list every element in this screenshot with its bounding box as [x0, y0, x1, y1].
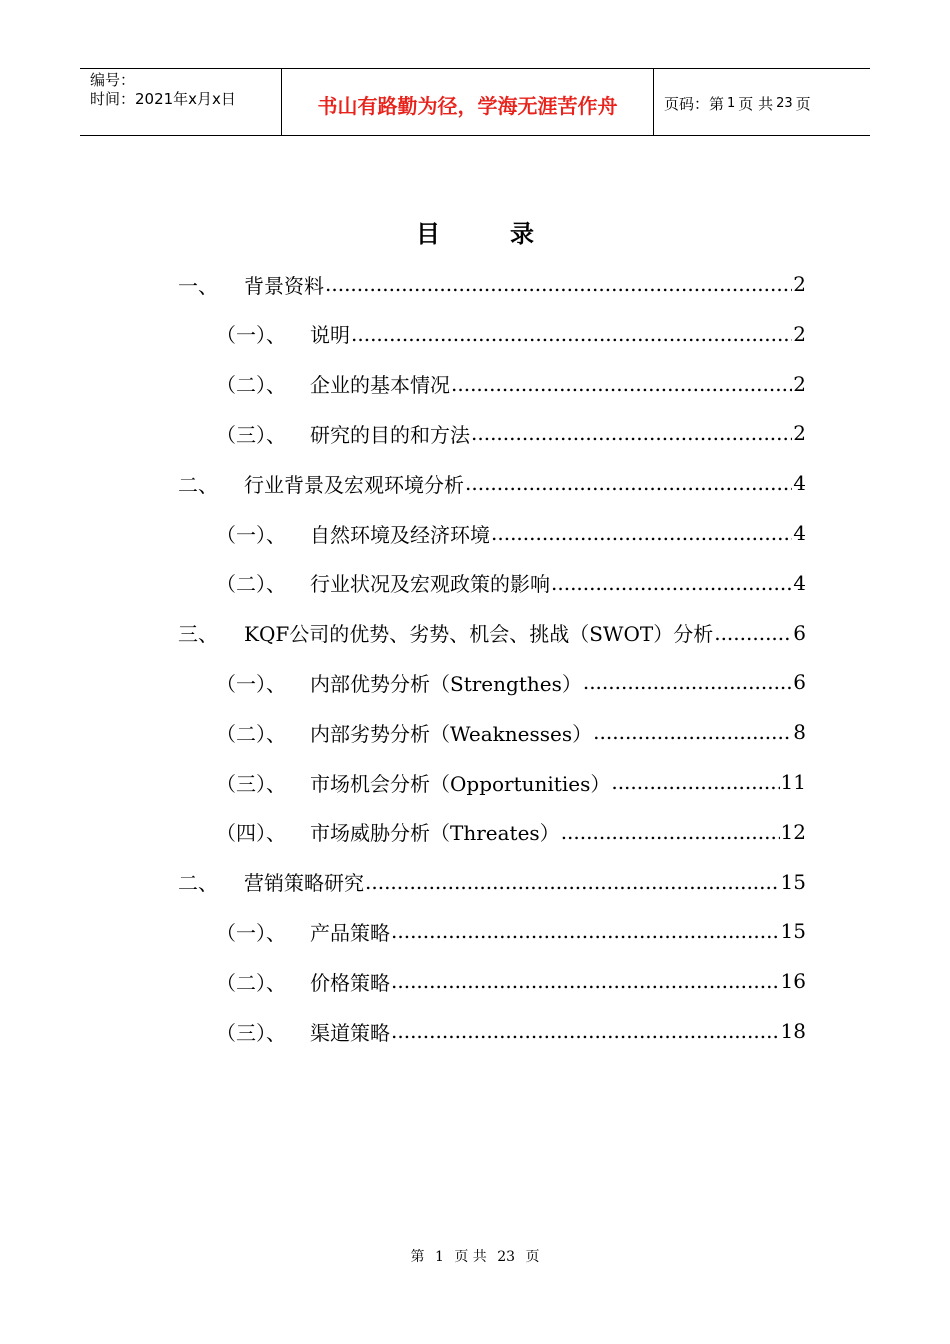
toc-entry[interactable] [178, 264, 806, 304]
toc-entry[interactable] [216, 662, 806, 702]
toc-entry-title: 渠道策略 [310, 1020, 390, 1045]
toc-entry-number: 二、 [178, 472, 218, 497]
toc-entry[interactable] [216, 413, 806, 453]
toc-entry-title: 市场威胁分析（Threates） [310, 821, 560, 846]
toc-entry-number: （一）、 [216, 671, 286, 696]
toc-entry[interactable] [216, 314, 806, 354]
toc-entry-page: 11 [780, 770, 806, 794]
page-footer [0, 1246, 950, 1266]
toc-entry-number: （一）、 [216, 323, 286, 348]
time-label: 时间：2021年x月x日 [90, 90, 236, 108]
toc-entry-number: （二）、 [216, 373, 286, 398]
toc-entry-number: （二）、 [216, 970, 286, 995]
toc-entry-page: 15 [780, 919, 806, 944]
toc-entry[interactable] [216, 911, 806, 951]
toc-entry[interactable] [178, 463, 806, 503]
header-meta [80, 69, 282, 135]
number-label: 编号： [90, 71, 136, 89]
page-current: 1 [727, 95, 736, 111]
toc-entry-title: 营销策略研究 [244, 871, 364, 896]
toc-entry-number: （三）、 [216, 422, 286, 447]
toc-dot-leader [451, 372, 792, 396]
toc-entry-page: 4 [793, 570, 806, 595]
toc-entry[interactable] [216, 563, 806, 603]
toc-dot-leader [351, 322, 792, 346]
toc-entry-title: 行业背景及宏观环境分析 [244, 472, 464, 497]
footer-mid: 页 共 [454, 1249, 487, 1265]
toc-entry-page: 6 [793, 670, 806, 695]
toc-entry-page: 12 [780, 819, 806, 844]
toc-dot-leader [561, 820, 780, 844]
toc-entry-title: 背景资料 [244, 273, 324, 298]
toc-entry-page: 4 [793, 521, 806, 545]
toc-entry[interactable] [216, 1011, 806, 1051]
toc-entry-number: 二、 [178, 871, 218, 896]
toc-entry-title: 行业状况及宏观政策的影响 [310, 572, 550, 597]
toc-entry[interactable] [216, 961, 806, 1001]
toc-entry[interactable] [216, 513, 806, 553]
toc-entry-page: 18 [780, 1019, 806, 1043]
footer-suffix: 页 [525, 1249, 540, 1265]
toc-entry-title: 内部劣势分析（Weaknesses） [310, 721, 593, 746]
toc-dot-leader [391, 919, 780, 943]
toc-entry-number: 三、 [178, 622, 218, 647]
toc-entry[interactable] [216, 712, 806, 752]
toc-entry-number: （三）、 [216, 1020, 286, 1045]
toc-entry-number: （一）、 [216, 920, 286, 945]
toc-dot-leader [465, 471, 792, 495]
toc-dot-leader [491, 521, 792, 545]
toc-dot-leader [471, 421, 792, 445]
toc-dot-leader [583, 670, 792, 694]
toc-entry-page: 8 [793, 720, 806, 745]
footer-prefix: 第 [410, 1249, 425, 1265]
toc-entry[interactable] [216, 364, 806, 404]
footer-total: 23 [497, 1249, 516, 1265]
toc-entry-title: 说明 [310, 323, 350, 348]
header-page-info [654, 69, 870, 135]
toc-entry-number: （一）、 [216, 522, 286, 547]
toc-entry-number: （二）、 [216, 721, 286, 746]
toc-entry-title: 内部优势分析（Strengthes） [310, 671, 582, 696]
toc-dot-leader [714, 621, 792, 645]
toc-entry-title: 自然环境及经济环境 [310, 522, 490, 547]
toc-dot-leader [551, 571, 792, 595]
toc-dot-leader [325, 272, 792, 296]
page-total: 23 [776, 95, 793, 111]
toc-entry-page: 2 [793, 371, 806, 396]
toc-entry[interactable] [216, 762, 806, 802]
toc-entry-title: 研究的目的和方法 [310, 422, 470, 447]
toc-entry-page: 2 [793, 421, 806, 446]
toc-entry-title: 产品策略 [310, 920, 390, 945]
toc-entry-number: 一、 [178, 273, 218, 298]
toc-entry[interactable] [216, 812, 806, 852]
toc-dot-leader [593, 720, 792, 744]
toc-entry-page: 2 [793, 272, 806, 296]
toc-dot-leader [611, 770, 779, 794]
page-mid: 页 共 [738, 94, 774, 113]
toc-entry-page: 4 [793, 471, 806, 496]
footer-current: 1 [434, 1249, 444, 1265]
toc-title [0, 214, 950, 249]
toc-entry-title: KQF公司的优势、劣势、机会、挑战（SWOT）分析 [244, 622, 714, 647]
toc-entry[interactable] [178, 613, 806, 653]
toc-entry-page: 2 [793, 321, 806, 346]
toc-entry-page: 6 [793, 620, 806, 645]
toc-entry-title: 市场机会分析（Opportunities） [310, 771, 611, 796]
toc-entry-number: （三）、 [216, 771, 286, 796]
toc-dot-leader [391, 969, 780, 993]
toc-entry-page: 15 [780, 869, 806, 894]
toc-dot-leader [391, 1019, 780, 1043]
toc-entry-number: （四）、 [216, 821, 286, 846]
toc-title-char-1: 目 [416, 220, 440, 248]
page-suffix: 页 [795, 94, 811, 113]
toc-entry[interactable] [178, 862, 806, 902]
toc-title-char-2: 录 [510, 220, 534, 248]
page-prefix: 页码：第 [664, 94, 725, 113]
toc-dot-leader [365, 870, 780, 894]
toc-entry-title: 企业的基本情况 [310, 373, 450, 398]
document-header [80, 68, 870, 136]
toc-entry-page: 16 [780, 969, 806, 994]
toc-entry-number: （二）、 [216, 572, 286, 597]
toc-entry-title: 价格策略 [310, 970, 390, 995]
header-motto: 书山有路勤为径，学海无涯苦作舟 [282, 69, 654, 135]
